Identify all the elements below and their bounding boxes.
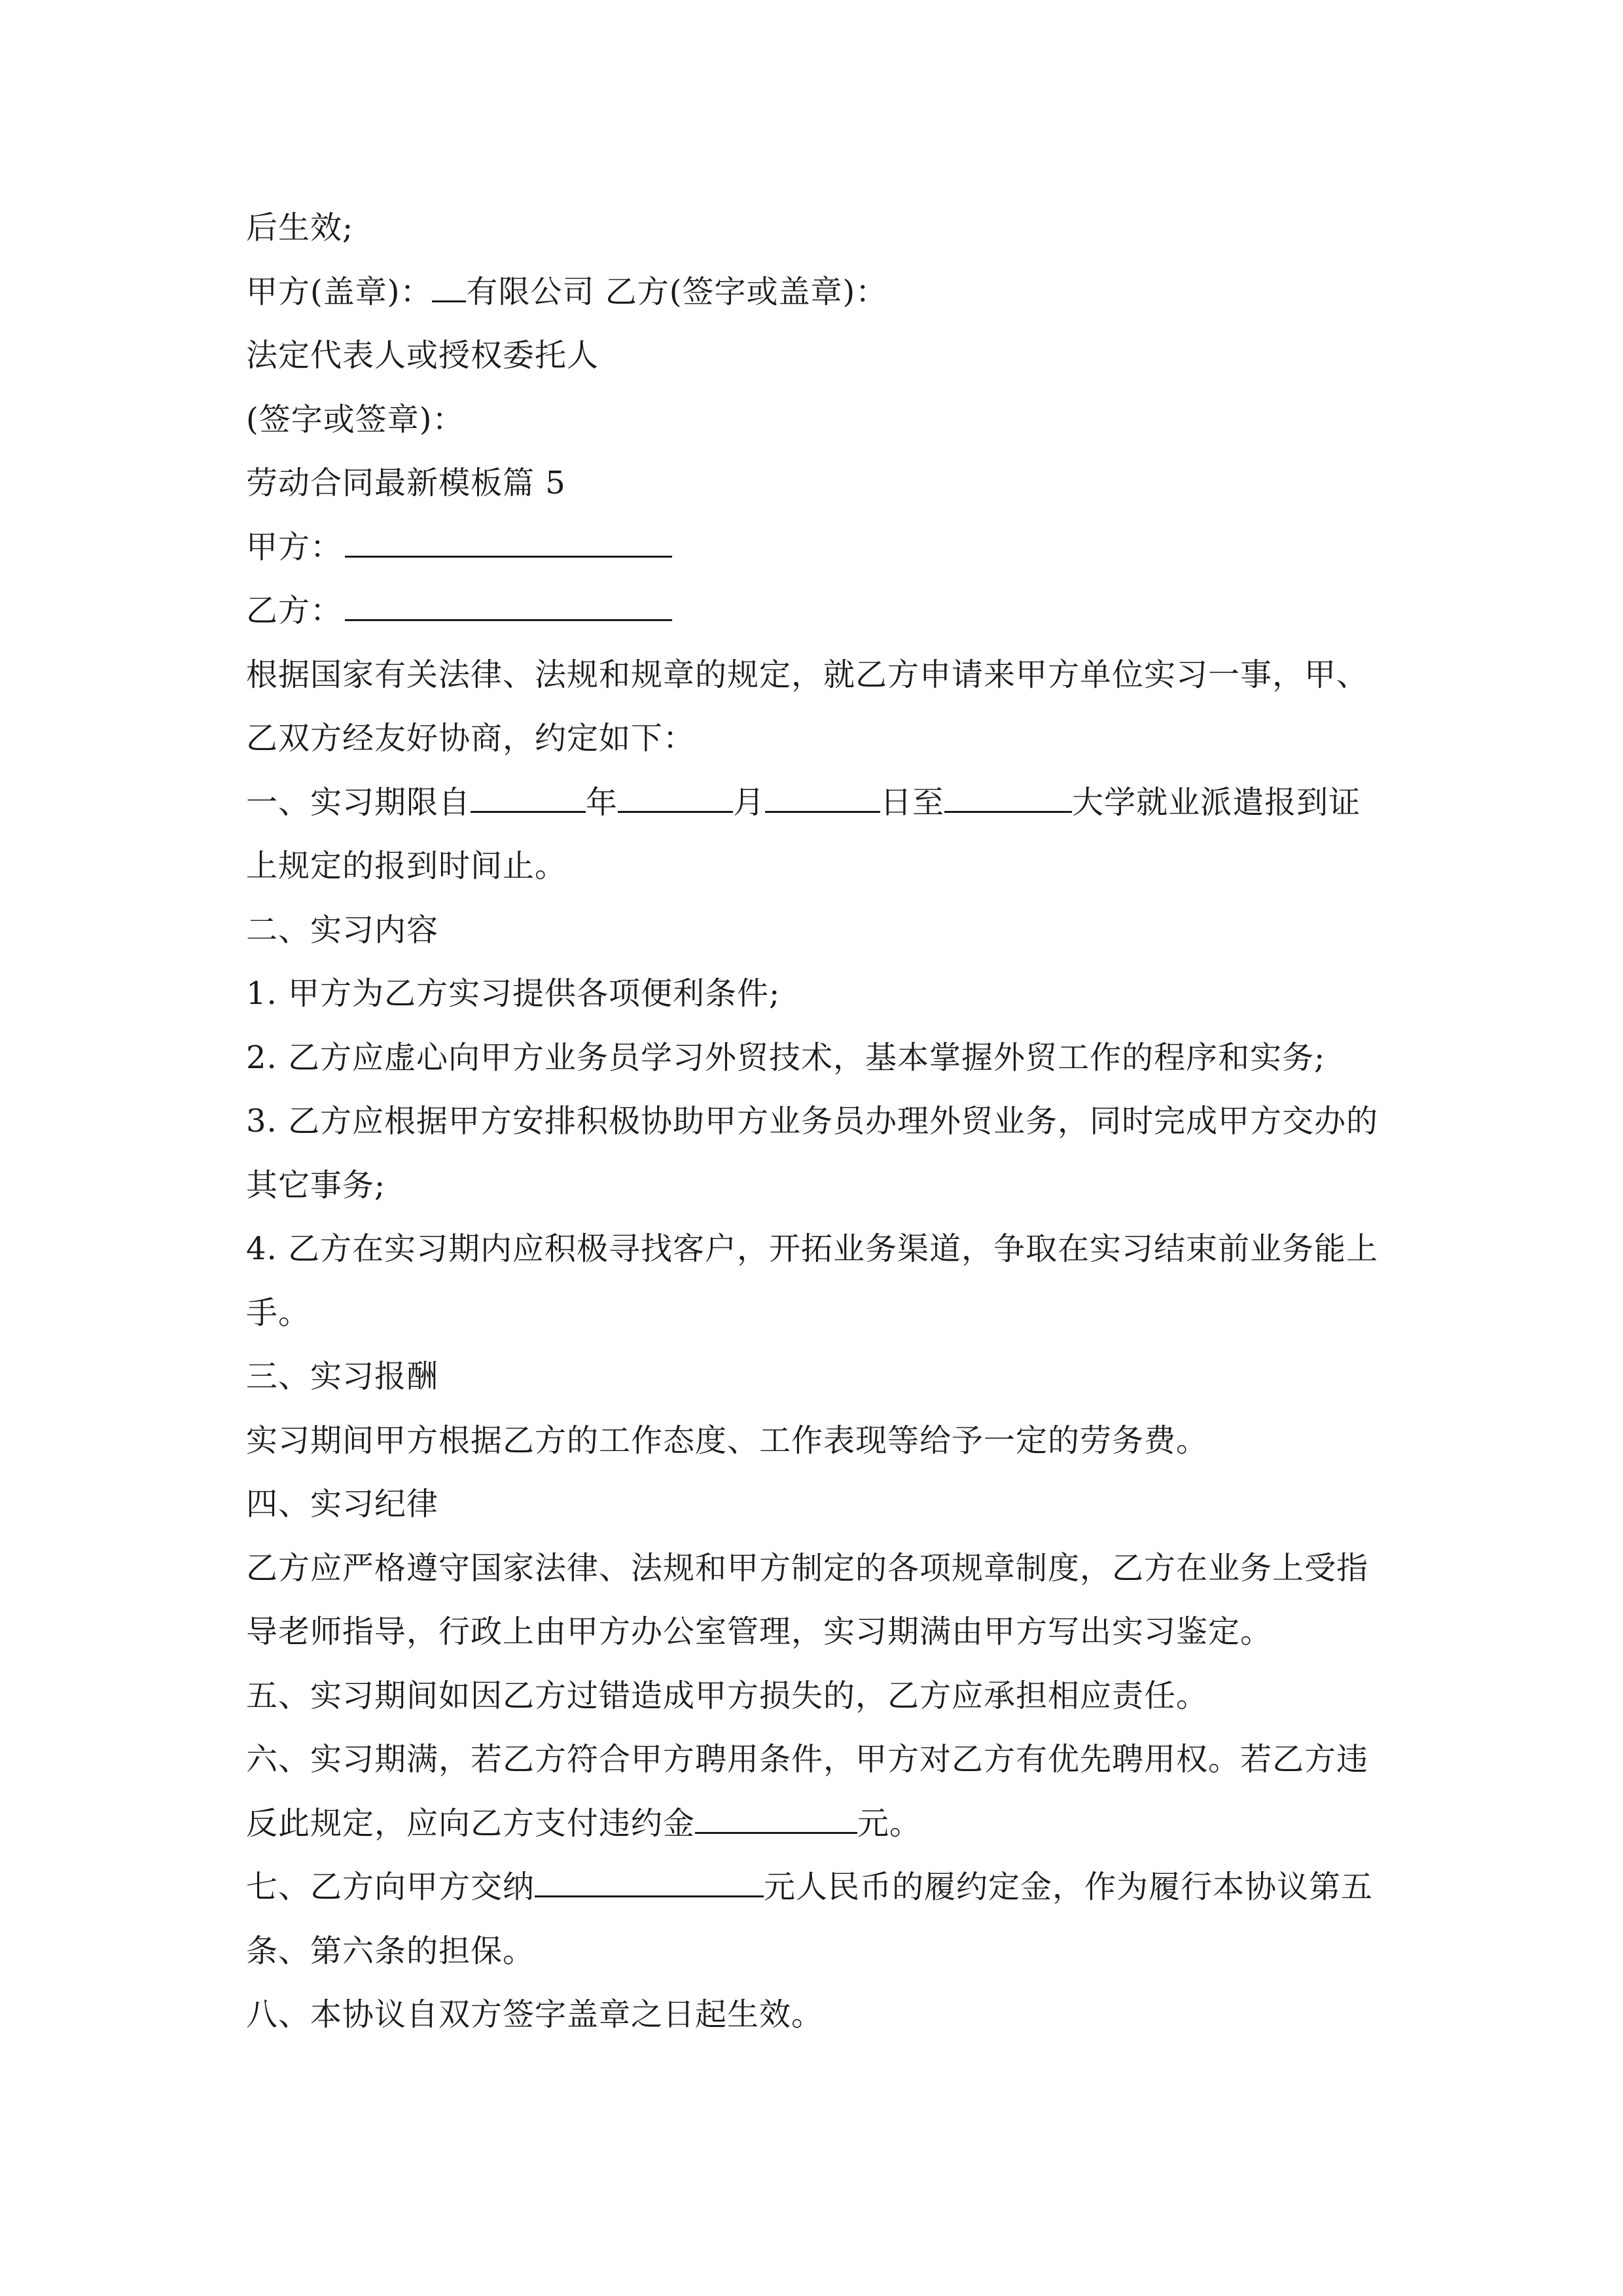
text-line: (签字或签章)：	[246, 401, 465, 438]
start-year-blank	[471, 773, 586, 813]
text-line: 2. 乙方应虚心向甲方业务员学习外贸技术，基本掌握外贸工作的程序和实务;	[246, 1039, 1326, 1076]
document-page	[246, 196, 1385, 2047]
text-line: 导老师指导，行政上由甲方办公室管理，实习期满由甲方写出实习鉴定。	[246, 1613, 1273, 1650]
clause-heading: 二、实习内容	[246, 911, 439, 948]
signature-line-party-a: 甲方(盖章)： 有限公司 乙方(签字或盖章)：	[246, 260, 1385, 325]
text-line: 六、实习期满，若乙方符合甲方聘用条件，甲方对乙方有优先聘用权。若乙方违	[246, 1741, 1369, 1778]
party-a-line: 甲方：	[246, 516, 1385, 580]
text-line: 实习期间甲方根据乙方的工作态度、工作表现等给予一定的劳务费。	[246, 1422, 1209, 1459]
text-line: 手。	[246, 1294, 311, 1331]
text-line: 法定代表人或授权委托人	[246, 337, 599, 374]
text-line: 4. 乙方在实习期内应积极寻找客户，开拓业务渠道，争取在实习结束前业务能上	[246, 1230, 1379, 1267]
party-b-line: 乙方：	[246, 579, 1385, 643]
start-day-blank	[765, 773, 880, 813]
text-line: 乙双方经友好协商，约定如下：	[246, 720, 696, 757]
text-line: 根据国家有关法律、法规和规章的规定，就乙方申请来甲方单位实习一事，甲、	[246, 656, 1369, 693]
start-month-blank	[618, 773, 733, 813]
clause-heading: 四、实习纪律	[246, 1486, 439, 1522]
deposit-amount-blank	[535, 1857, 764, 1897]
penalty-amount-blank	[695, 1794, 857, 1834]
text-line: 八、本协议自双方签字盖章之日起生效。	[246, 1996, 824, 2033]
section-heading: 劳动合同最新模板篇 5	[246, 465, 566, 501]
party-b-blank	[345, 581, 672, 621]
clause-1-line: 一、实习期限自 年 月 日至 大学就业派遣报到证	[246, 771, 1385, 835]
text-line: 3. 乙方应根据甲方安排积极协助甲方业务员办理外贸业务，同时完成甲方交办的	[246, 1103, 1379, 1139]
company-name-blank	[432, 262, 466, 302]
text-line: 条、第六条的担保。	[246, 1932, 535, 1969]
text-line: 后生效;	[246, 209, 354, 246]
deposit-line: 七、乙方向甲方交纳 元人民币的履约定金，作为履行本协议第五	[246, 1856, 1385, 1920]
clause-heading: 三、实习报酬	[246, 1358, 439, 1395]
text-line: 五、实习期间如因乙方过错造成甲方损失的，乙方应承担相应责任。	[246, 1677, 1209, 1714]
university-blank	[944, 773, 1072, 813]
text-line: 其它事务;	[246, 1166, 386, 1204]
penalty-line: 反此规定，应向乙方支付违约金 元。	[246, 1792, 1385, 1856]
text-line: 乙方应严格遵守国家法律、法规和甲方制定的各项规章制度，乙方在业务上受指	[246, 1549, 1369, 1587]
text-line: 上规定的报到时间止。	[246, 848, 567, 884]
party-a-blank	[345, 518, 672, 558]
text-line: 1. 甲方为乙方实习提供各项便利条件;	[246, 975, 781, 1012]
